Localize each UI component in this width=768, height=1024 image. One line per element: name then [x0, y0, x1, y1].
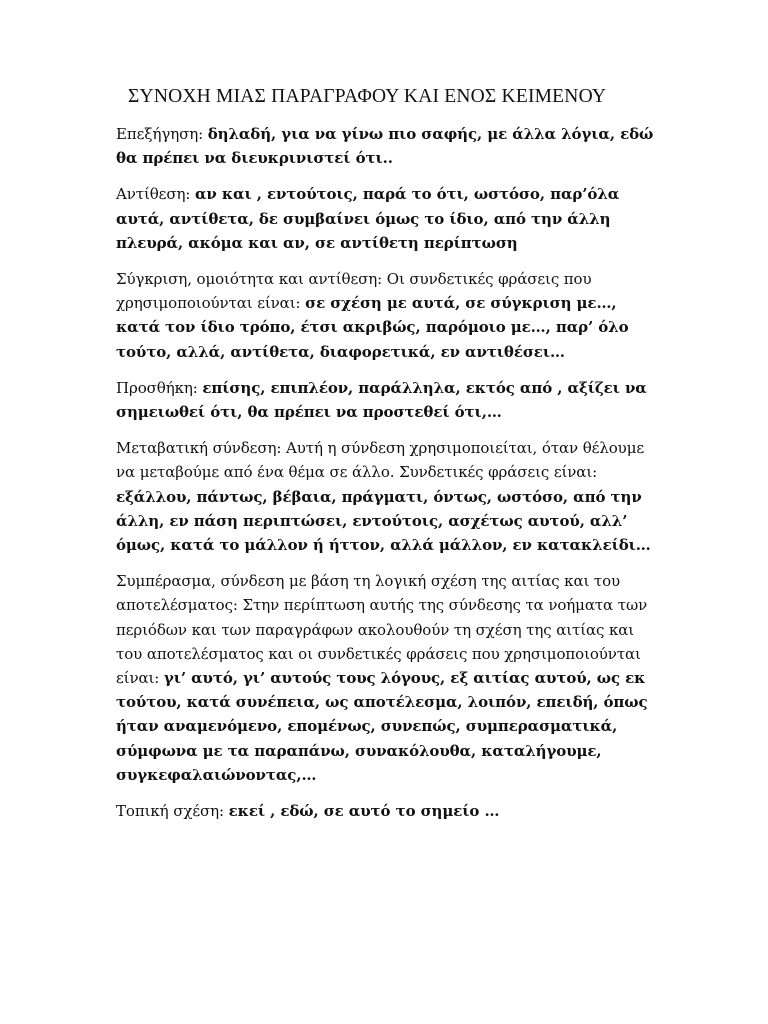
paragraph-lead: Προσθήκη: — [116, 378, 203, 397]
paragraph-transition — [116, 436, 656, 557]
paragraph-lead: Επεξήγηση: — [116, 125, 208, 143]
document-page — [116, 86, 656, 835]
paragraph-lead: Σύγκριση, ομοιότητα και αντίθεση: Οι συνδετικές φράσεις που χρησιμοποιούνται είναι: — [116, 270, 592, 313]
paragraph-lead: Μεταβατική σύνδεση: Αυτή η σύνδεση χρησιμοποιείται, όταν θέλουμε να μεταβούμε από ένα θέμα σε άλλο. Συνδετικές φράσεις είναι: — [116, 439, 645, 482]
paragraph-connectives: εξάλλου, πάντως, βέβαια, πράγματι, όντως, ωστόσο, από την άλλη, εν πάση περιπτώσει, εντούτοις, ασχέτως αυτού, αλλ’ όμως, κατά το μάλλον ή ήττον, αλλά μάλλον, εν κατακλείδι… — [116, 487, 651, 555]
paragraph-contrast — [116, 182, 656, 255]
paragraph-explanation — [116, 122, 656, 170]
paragraph-lead: Τοπική σχέση: — [116, 802, 229, 821]
paragraph-connectives: επίσης, επιπλέον, παράλληλα, εκτός από , αξίζει να σημειωθεί ότι, θα πρέπει να προστεθεί ότι,… — [116, 378, 647, 422]
paragraph-comparison — [116, 267, 656, 364]
paragraph-conclusion — [116, 569, 656, 787]
paragraph-connectives: αν και , εντούτοις, παρά το ότι, ωστόσο, παρ’όλα αυτά, αντίθετα, δε συμβαίνει όμως το ίδιο, από την άλλη πλευρά, ακόμα και αν, σε αντίθετη περίπτωση — [116, 185, 620, 252]
paragraph-connectives: σε σχέση με αυτά, σε σύγκριση με…, κατά τον ίδιο τρόπο, έτσι ακριβώς, παρόμοιο με…, παρ’ όλο τούτο, αλλά, αντίθετα, διαφορετικά, εν αντιθέσει… — [116, 294, 629, 361]
paragraph-connectives: γι’ αυτό, γι’ αυτούς τους λόγους, εξ αιτίας αυτού, ως εκ τούτου, κατά συνέπεια, ως αποτέλεσμα, λοιπόν, επειδή, όπως ήταν αναμενόμενο, επομένως, συνεπώς, συμπερασματικά, σύμφωνα με τα παραπάνω, συνακόλουθα, καταλήγουμε, συγκεφαλαιώνοντας,… — [116, 669, 648, 784]
paragraph-lead: Αντίθεση: — [116, 185, 195, 204]
paragraph-place — [116, 799, 656, 823]
document-title: ΣΥΝΟΧΗ ΜΙΑΣ ΠΑΡΑΓΡΑΦΟΥ ΚΑΙ ΕΝΟΣ ΚΕΙΜΕΝΟΥ — [128, 86, 607, 107]
paragraph-addition — [116, 376, 656, 424]
paragraph-lead: Συμπέρασμα, σύνδεση με βάση τη λογική σχέση της αιτίας και του αποτελέσματος: Στην περίπτωση αυτής της σύνδεσης τα νοήματα των περιόδων και των παραγράφων ακολουθούν τη σχέση της αιτίας και του αποτελέσματος και οι συνδετικές φράσεις που χρησιμοποιούνται είναι: — [116, 572, 648, 688]
paragraph-connectives: εκεί , εδώ, σε αυτό το σημείο … — [228, 802, 500, 821]
paragraph-connectives: δηλαδή, για να γίνω πιο σαφής, με άλλα λόγια, εδώ θα πρέπει να διευκρινιστεί ότι.. — [116, 125, 654, 168]
